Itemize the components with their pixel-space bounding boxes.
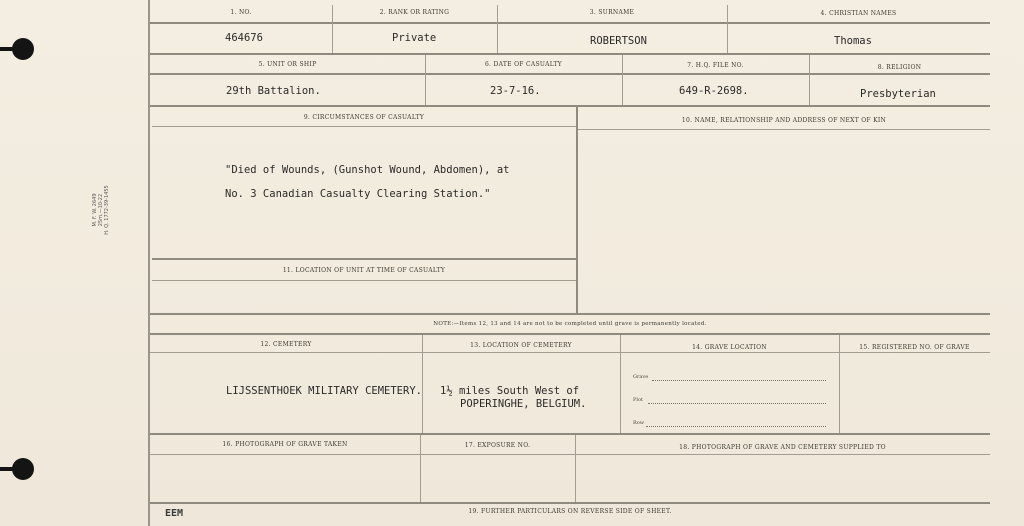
divider [576, 107, 578, 313]
date-value: 23-7-16. [490, 85, 541, 97]
cemetery-label: 12. CEMETERY [260, 341, 312, 348]
no-value: 464676 [225, 32, 263, 44]
cemetery-location-line2: POPERINGHE, BELGIUM. [460, 398, 587, 410]
grave-field-line [652, 379, 826, 381]
grave-location-label: 14. GRAVE LOCATION [692, 344, 767, 351]
clerk-initials: EEM [165, 508, 184, 519]
side-print-note [92, 180, 110, 240]
row-field-line [646, 425, 826, 427]
punch-hole-top [12, 38, 34, 60]
file-value: 649-R-2698. [679, 85, 749, 97]
side-note-line: 25m.—10-22 [98, 193, 104, 227]
surname-label: 3. SURNAME [589, 9, 635, 16]
exposure-label: 17. EXPOSURE NO. [464, 442, 531, 449]
date-label: 6. DATE OF CASUALTY [484, 61, 563, 68]
divider [809, 55, 810, 105]
rule [150, 352, 990, 353]
file-label: 7. H.Q. FILE NO. [687, 62, 744, 69]
cemetery-location-label: 13. LOCATION OF CEMETERY [470, 342, 572, 349]
rule [152, 280, 576, 281]
rule [578, 129, 990, 130]
cemetery-value: LIJSSENTHOEK MILITARY CEMETERY. [226, 385, 422, 397]
christian-names-value: Thomas [834, 35, 872, 47]
punch-hole-bottom [12, 458, 34, 480]
rule [150, 454, 990, 455]
side-note-line: H. Q. 1772-39-1455 [104, 185, 110, 235]
rule [152, 126, 576, 127]
religion-value: Presbyterian [860, 88, 936, 100]
registered-no-label: 15. REGISTERED NO. OF GRAVE [859, 344, 970, 351]
no-label: 1. NO. [230, 9, 252, 16]
rule [150, 333, 990, 335]
plot-field-line [648, 402, 826, 404]
circumstances-text [225, 158, 509, 206]
rank-value: Private [392, 32, 437, 44]
further-particulars-label: 19. FURTHER PARTICULARS ON REVERSE SIDE OF SHEET. [468, 508, 672, 515]
photo-taken-label: 16. PHOTOGRAPH OF GRAVE TAKEN [222, 441, 348, 448]
side-note-line: M. F. W. 2649 [92, 193, 98, 227]
grave-field-label: Grave [633, 374, 649, 380]
religion-label: 8. RELIGION [877, 64, 922, 71]
row-field-label: Row [633, 420, 645, 426]
rule [150, 53, 990, 55]
plot-field-label: Plot [633, 397, 643, 403]
unit-label: 5. UNIT OR SHIP [258, 61, 317, 68]
rule [150, 73, 990, 75]
note-text: NOTE:—Items 12, 13 and 14 are not to be completed until grave is permanently located. [433, 321, 707, 327]
christian-names-label: 4. CHRISTIAN NAMES [820, 10, 897, 17]
photo-supplied-label: 18. PHOTOGRAPH OF GRAVE AND CEMETERY SUPPLIED TO [679, 444, 886, 451]
divider [422, 335, 423, 433]
location-unit-label: 11. LOCATION OF UNIT AT TIME OF CASUALTY [282, 267, 446, 274]
rule [150, 502, 990, 504]
rule [150, 22, 990, 24]
rule [150, 105, 990, 107]
cemetery-location-line1: 1½ miles South West of [440, 385, 580, 397]
rule [152, 258, 576, 260]
circumstances-line: No. 3 Canadian Casualty Clearing Station." [225, 188, 491, 200]
rank-label: 2. RANK OR RATING [379, 9, 450, 16]
circumstances-line: "Died of Wounds, (Gunshot Wound, Abdomen), at [225, 164, 510, 176]
next-of-kin-label: 10. NAME, RELATIONSHIP AND ADDRESS OF NEXT OF KIN [681, 117, 887, 124]
circumstances-label: 9. CIRCUMSTANCES OF CASUALTY [303, 114, 425, 121]
surname-value: ROBERTSON [590, 35, 647, 47]
rule [150, 313, 990, 315]
unit-value: 29th Battalion. [226, 85, 321, 97]
rule [150, 433, 990, 435]
